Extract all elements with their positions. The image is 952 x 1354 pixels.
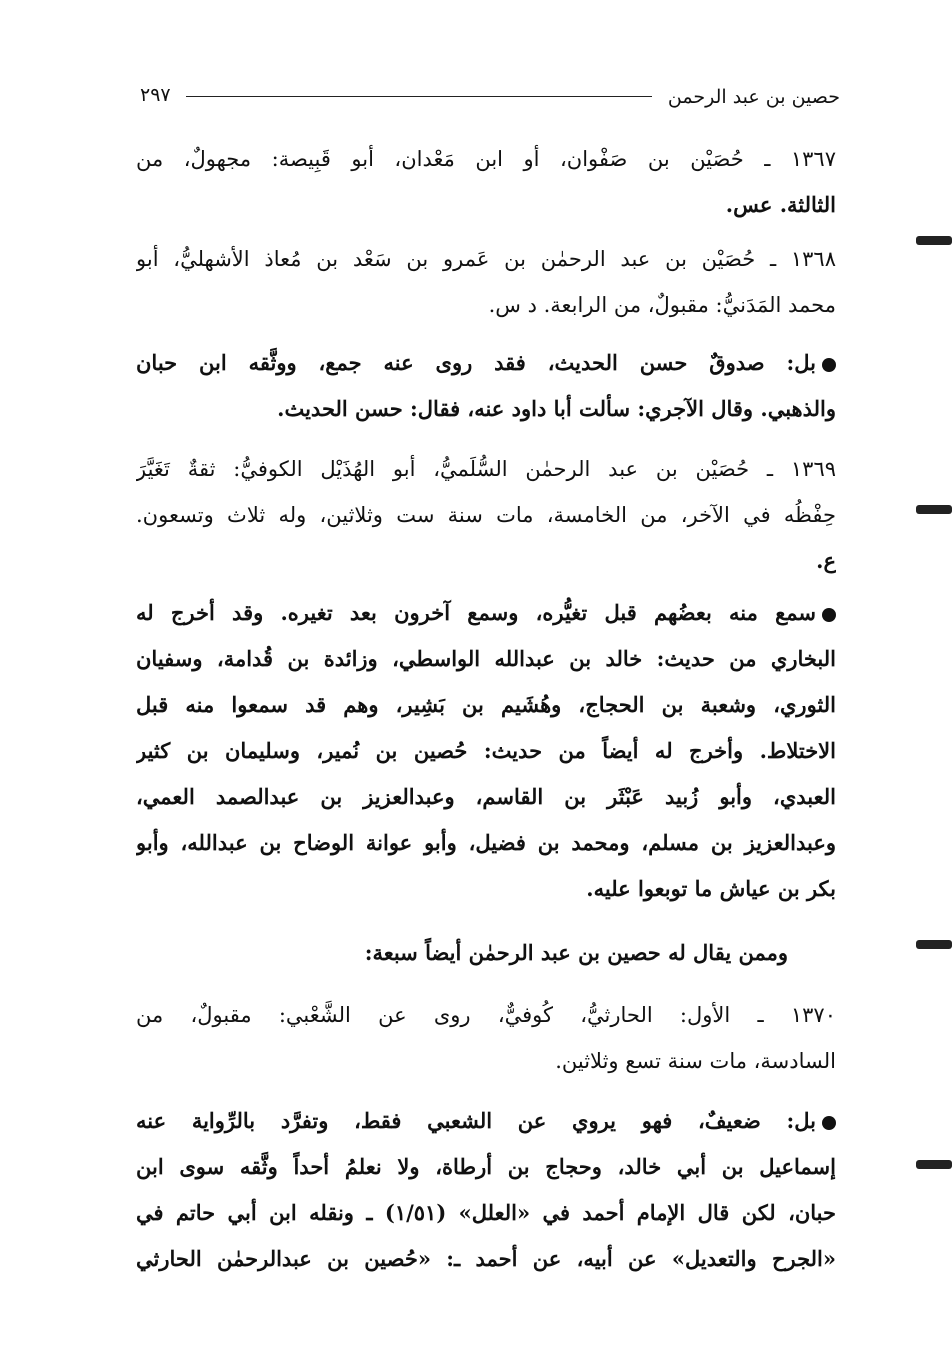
note-line: البخاري من حديث: خالد بن عبدالله الواسطي، وزائدة بن قُدامة، وسفيان: [136, 646, 836, 671]
entry-line: السادسة، مات سنة تسع وثلاثين.: [555, 1049, 836, 1073]
section-intro: [136, 930, 836, 976]
intro-line: وممن يقال له حصين بن عبد الرحمٰن أيضاً سبعة:: [364, 940, 788, 965]
entry-line: حِفْظُه في الآخر، من الخامسة، مات سنة ست وثلاثين، وله ثلاث وتسعون.: [136, 503, 836, 527]
margin-mark: [916, 505, 952, 514]
page-number: ٢٩٧: [140, 84, 171, 106]
note-line: والذهبي. وقال الآجري: سألت أبا داود عنه، فقال: حسن الحديث.: [277, 396, 836, 421]
margin-mark: [916, 1160, 952, 1169]
note-line: الثوري، وشعبة بن الحجاج، وهُشَيم بن بَشِير، وهم قد سمعوا منه قبل: [136, 692, 836, 717]
entry-line: ١٣٧٠ ـ الأول: الحارثيُّ، كُوفيٌّ، روى عن الشَّعْبي: مقبولٌ، من: [136, 1003, 836, 1027]
note-1370: [136, 1098, 836, 1282]
entry-1368: [136, 236, 836, 328]
bullet-icon: [822, 608, 836, 622]
entry-1369: [136, 446, 836, 584]
note-line: بل: ضعيفٌ، فهو يروي عن الشعبي فقط، وتفرَّد بالرِّواية عنه: [136, 1098, 836, 1144]
bullet-icon: [822, 358, 836, 372]
note-line: بل: صدوقٌ حسن الحديث، فقد روى عنه جمع، ووثَّقه ابن حبان: [136, 340, 836, 386]
entry-line: ١٣٦٩ ـ حُصَيْن بن عبد الرحمٰن السُّلَميُّ، أبو الهُذَيْل الكوفيُّ: ثقةٌ تَغَيَّرَ: [136, 457, 836, 481]
note-line: بكر بن عياش ما توبعوا عليه.: [586, 876, 836, 901]
bullet-icon: [822, 1116, 836, 1130]
entry-line: ١٣٦٨ ـ حُصَيْن بن عبد الرحمٰن بن عَمرو بن سَعْد بن مُعاذ الأشهليُّ، أبو: [136, 247, 836, 271]
entry-line: ١٣٦٧ ـ حُصَيْن بن صَفْوان، أو ابن مَعْدان، أبو قَبِيصة: مجهولٌ، من: [136, 147, 836, 171]
entry-line: محمد المَدَنيُّ: مقبولٌ، من الرابعة. د س.: [488, 293, 836, 317]
note-line: «الجرح والتعديل» عن أبيه، عن أحمد ـ: «حُصين بن عبدالرحمٰن الحارثي: [136, 1246, 836, 1271]
running-header: [140, 82, 840, 112]
margin-mark: [916, 236, 952, 245]
note-line: وعبدالعزيز بن مسلم، ومحمد بن فضيل، وأبو عوانة الوضاح بن عبدالله، وأبو: [136, 830, 836, 855]
header-title: حصين بن عبد الرحمن: [667, 86, 840, 108]
entry-line: الثالثة. عس.: [725, 192, 836, 217]
note-line: إسماعيل بن أبي خالد، وحجاج بن أرطاة، ولا نعلمُ أحداً وثَّقه سوى ابن: [136, 1154, 836, 1179]
margin-mark: [916, 940, 952, 949]
note-1368: [136, 340, 836, 432]
entry-line: ع.: [816, 548, 836, 573]
note-1369: [136, 590, 836, 912]
entry-1367: [136, 136, 836, 228]
header-rule: [186, 96, 652, 97]
note-line: حبان، لكن قال الإمام أحمد في «العلل» (١/٥١) ـ ونقله ابن أبي حاتم في: [136, 1200, 836, 1225]
note-line: العبدي، وأبو زُبيد عَبْثَر بن القاسم، وعبدالعزيز بن عبدالصمد العمي،: [136, 784, 836, 809]
entry-1370: [136, 992, 836, 1084]
note-line: الاختلاط. وأخرج له أيضاً من حديث: حُصين بن نُمير، وسليمان بن كثير: [136, 738, 836, 763]
note-line: سمع منه بعضُهم قبل تغيُّره، وسمع آخرون بعد تغيره. وقد أخرج له: [136, 590, 836, 636]
